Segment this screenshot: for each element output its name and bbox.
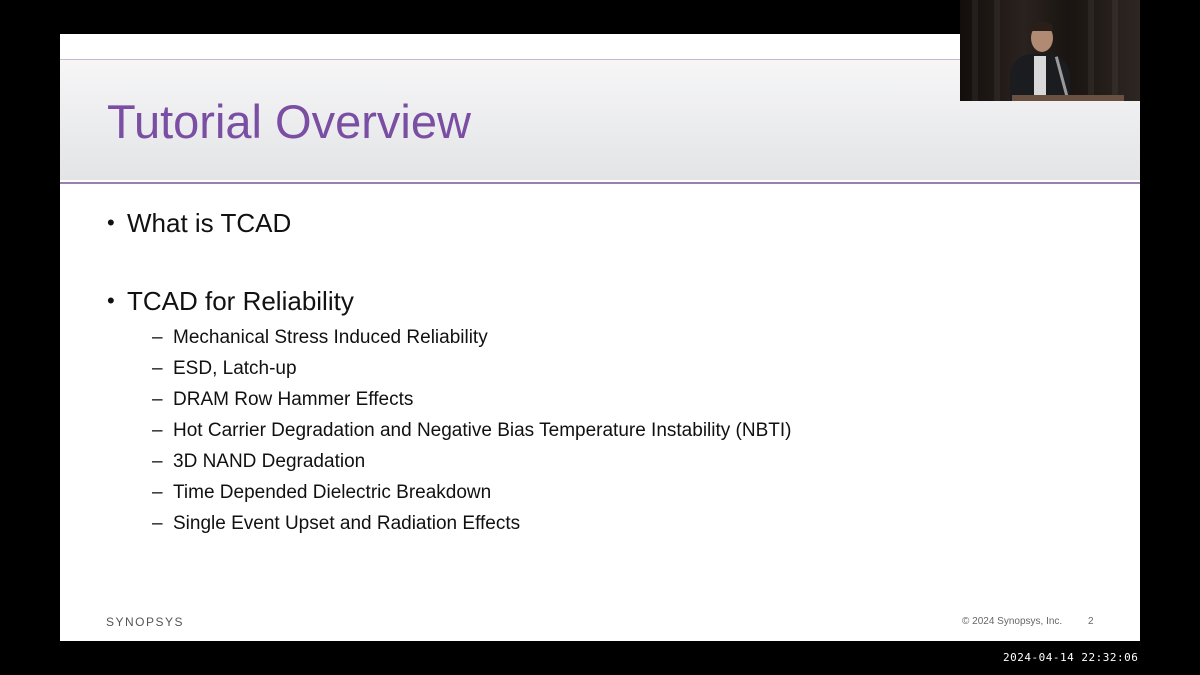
- sub-bullet-text: Time Depended Dielectric Breakdown: [173, 482, 492, 503]
- curtain-fold: [972, 0, 978, 101]
- podium: [1012, 95, 1124, 101]
- sub-bullet-text: ESD, Latch-up: [173, 358, 297, 379]
- dash-icon: –: [152, 482, 163, 503]
- curtain-fold: [1112, 0, 1118, 101]
- bullet-text: TCAD for Reliability: [127, 286, 354, 316]
- dash-icon: –: [152, 389, 163, 410]
- sub-bullet-text: 3D NAND Degradation: [173, 451, 366, 472]
- dash-icon: –: [152, 420, 163, 441]
- bullet-item: [107, 284, 791, 539]
- dash-icon: –: [152, 513, 163, 534]
- sub-bullet-item: [127, 384, 791, 415]
- speaker-shirt: [1034, 56, 1046, 96]
- title-bottom-rule: [60, 182, 1140, 184]
- bullet-text: What is TCAD: [127, 208, 292, 238]
- sub-bullet-item: [127, 508, 791, 539]
- bullet-list: [107, 206, 791, 539]
- sub-bullet-text: Mechanical Stress Induced Reliability: [173, 327, 488, 348]
- curtain-fold: [1088, 0, 1094, 101]
- sub-bullet-text: Single Event Upset and Radiation Effects: [173, 513, 521, 534]
- speaker-hair: [1031, 22, 1053, 31]
- curtain-fold: [994, 0, 1000, 101]
- copyright-text: © 2024 Synopsys, Inc.: [962, 616, 1063, 627]
- sub-bullet-list: [127, 322, 791, 539]
- dash-icon: –: [152, 327, 163, 348]
- speaker-video-thumbnail: [960, 0, 1140, 101]
- dash-icon: –: [152, 451, 163, 472]
- sub-bullet-item: [127, 415, 791, 446]
- presentation-slide: [60, 34, 1140, 641]
- recording-timestamp: 2024-04-14 22:32:06: [1003, 651, 1139, 664]
- bullet-dot-icon: •: [107, 210, 115, 235]
- sub-bullet-item: [127, 477, 791, 508]
- slide-title: Tutorial Overview: [107, 95, 471, 148]
- bullet-item: [107, 206, 791, 240]
- page-number: 2: [1088, 616, 1094, 627]
- sub-bullet-text: Hot Carrier Degradation and Negative Bias Temperature Instability (NBTI): [173, 420, 792, 441]
- bullet-dot-icon: •: [107, 288, 115, 313]
- sub-bullet-text: DRAM Row Hammer Effects: [173, 389, 414, 410]
- dash-icon: –: [152, 358, 163, 379]
- synopsys-logo: SYNOPSYS: [106, 615, 185, 629]
- sub-bullet-item: [127, 353, 791, 384]
- sub-bullet-item: [127, 446, 791, 477]
- sub-bullet-item: [127, 322, 791, 353]
